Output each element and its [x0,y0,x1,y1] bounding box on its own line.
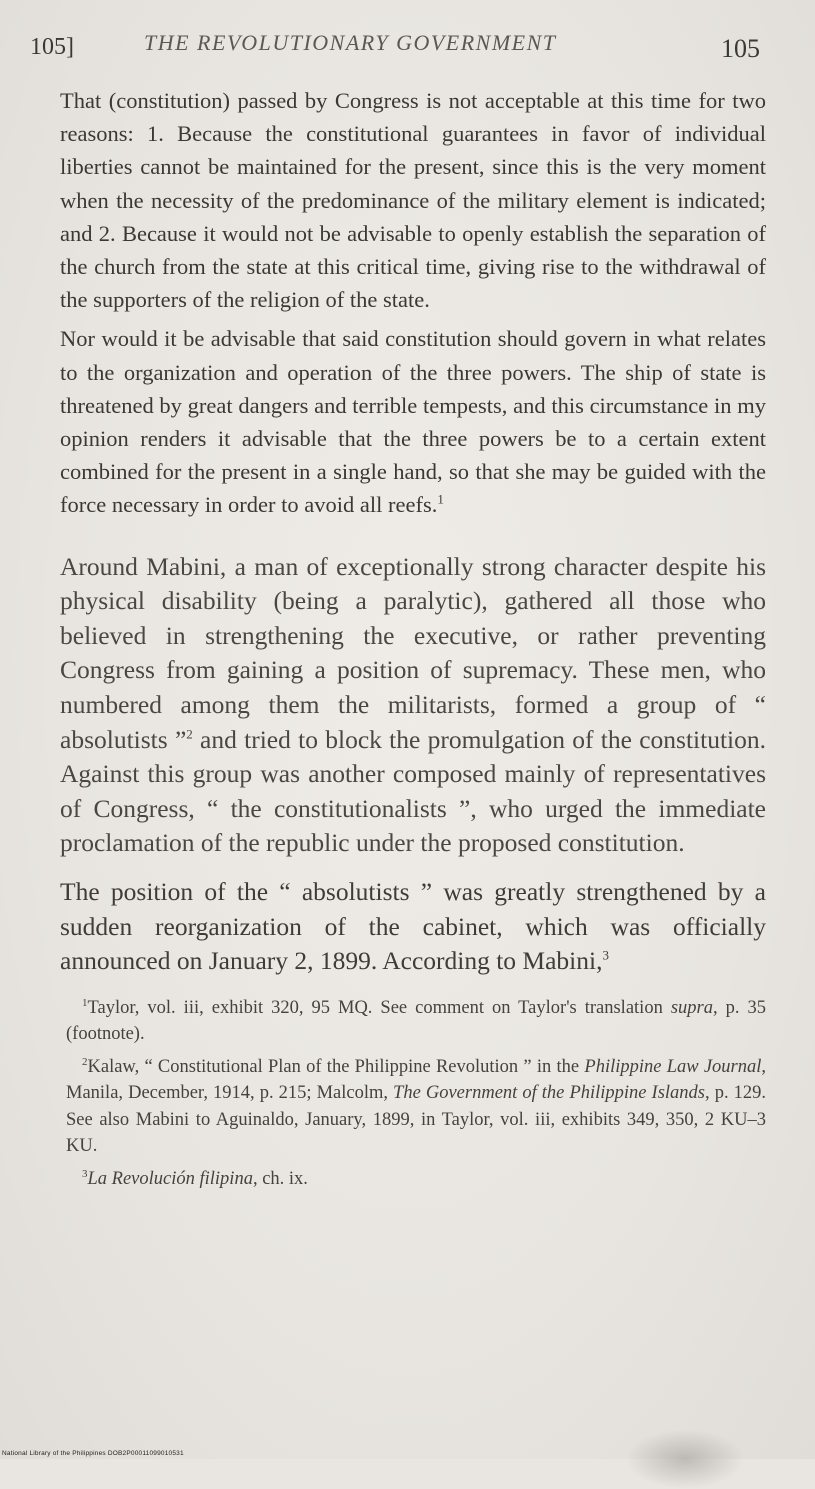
footnote-1-number: 1 [82,996,88,1009]
footnote-1-italic: supra [670,997,713,1018]
footnote-2-italic-1: Philippine Law Journal [584,1056,762,1077]
footnote-2 [66,1054,766,1160]
footnote-3-text-b: , ch. ix. [252,1168,308,1189]
page-number-right: 105 [721,34,760,63]
footnote-ref-2: 2 [186,726,193,742]
quoted-paragraph-2-text: Nor would it be advisable that said constitution should govern in what relates to the organization and operation of the three powers. The ship of state is threatened by great dangers and terrible tempests, and this circumstance in my opinion renders it advisable that the three powers be to a certain extent combined for the present in a single hand, so that she may be guided with the force necessary in order to avoid all reefs. [60,326,766,518]
scan-credit: National Library of the Philippines DOB2P00011099010531 [2,1450,184,1457]
footnote-1 [66,995,766,1048]
footnote-3 [66,1166,766,1193]
footnote-2-text-a: Kalaw, “ Constitutional Plan of the Philippine Revolution ” in the [87,1056,585,1077]
running-title: THE REVOLUTIONARY GOVERNMENT [144,30,557,55]
body-paragraph-1-text-b: and tried to block the promulgation of the constitution. Against this group was another composed mainly of representatives of Congress, “ the constitutionalists ”, who urged the immediate proclamation of the republic under the proposed constitution. [60,724,766,858]
scan-shadow [625,1429,745,1489]
footnote-ref-1: 1 [437,491,444,507]
body-paragraph-1 [60,550,766,861]
main-text [60,84,766,1198]
footnotes [60,995,766,1193]
footnote-2-text-c: , p. 129. See also Mabini to Aguinaldo, January, 1899, in Taylor, vol. iii, exhibits 349, 350, 2 KU–3 KU. [66,1083,766,1157]
body-paragraph-1-text-a: Around Mabini, a man of exceptionally strong character despite his physical disability (being a paralytic), gathered all those who believed in strengthening the executive, or rather preventing Congress from gaining a position of supremacy. These men, who numbered among them the militarists, formed a group of “ absolutists ” [60,551,766,754]
running-header [30,30,760,70]
body-paragraph-2-text: The position of the “ absolutists ” was greatly strengthened by a sudden reorganization of the cabinet, which was officially announced on January 2, 1899. According to Mabini, [60,876,766,976]
page-number-left: 105] [30,34,74,60]
footnote-3-number: 3 [82,1167,88,1180]
footnote-2-italic-2: The Government of the Philippine Islands [393,1083,706,1104]
footnote-2-number: 2 [82,1055,88,1068]
footnote-2-text-b: , Manila, December, 1914, p. 215; Malcolm, [66,1056,767,1104]
quoted-paragraph-1: That (constitution) passed by Congress is not acceptable at this time for two reasons: 1. Because the constitutional guarantees in favor of individual liberties cannot be maintained for the present, since this is the very moment when the necessity of the predominance of the military element is indicated; and 2. Because it would not be advisable to openly establish the separation of the church from the state at this critical time, giving rise to the withdrawal of the supporters of the religion of the state. [60,88,766,313]
footnote-1-text-a: Taylor, vol. iii, exhibit 320, 95 MQ. See comment on Taylor's translation [87,997,671,1018]
body-paragraph-2 [60,875,766,979]
footnote-1-text-b: , p. 35 (footnote). [66,997,766,1045]
footnote-3-italic: La Revolución filipina [87,1168,253,1189]
footnote-ref-3: 3 [602,947,609,963]
quoted-paragraph-2 [60,322,766,521]
